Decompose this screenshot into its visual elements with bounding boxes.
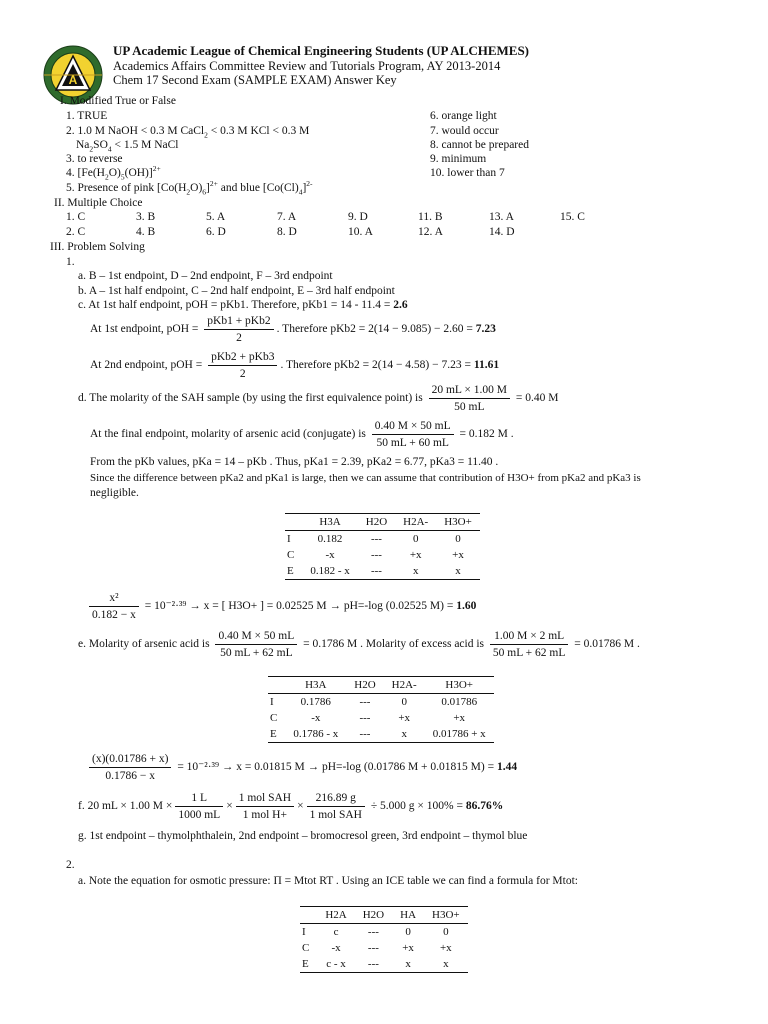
answer-3: 3. to reverse: [66, 153, 123, 165]
part-d-line2: At the final endpoint, molarity of arsenic acid (conjugate) is $\frac{0.40 M \times 50 mL}{50 mL + 60 mL}$ = 0.182 M .: [90, 420, 514, 449]
section-2-title: II. Multiple Choice: [54, 197, 143, 209]
exam-title: Chem 17 Second Exam (SAMPLE EXAM) Answer Key: [113, 73, 397, 87]
problem-2-part-a: a. Note the equation for osmotic pressure: Π = Mtot RT . Using an ICE table we can find a formula for Mtot:: [78, 875, 578, 887]
part-g: g. 1st endpoint – thymolphthalein, 2nd endpoint – bromocresol green, 3rd endpoint – thymol blue: [78, 830, 528, 842]
answer-8: 8. cannot be prepared: [430, 139, 529, 151]
table-row: C -x --- +x +x: [302, 942, 452, 954]
answer-2-cont: $Na_2SO_4 < 1.5$ M NaCl: [76, 139, 179, 154]
answer-5: 5. Presence of pink $[Co(H_2O)_6]^{2+}$ and blue $[Co(Cl)_4]^{2-}$: [66, 179, 313, 197]
part-f: f. 20 mL × 1.00 M × $\frac{1 L}{1000 mL}$ × $\frac{\text{1 mol SAH}}{\text{1 mol H+}}$ × $\frac{216.89 g}{\text{1 mol SAH}}$ ÷ 5.000 g × 100% = 86.76%: [78, 792, 504, 821]
part-d-line5: negligible.: [90, 487, 139, 499]
part-d-line3: From the pKb values, pKa = 14 – pKb . Thus, pKa1 = 2.39, pKa2 = 6.77, pKa3 = 11.40 .: [90, 456, 499, 468]
document-header: [113, 44, 529, 88]
table-row: E 0.1786 - x --- x 0.01786 + x: [268, 726, 494, 743]
part-a: a. B – 1st endpoint, D – 2nd endpoint, F – 3rd endpoint: [78, 270, 333, 282]
part-c-line2: At 1st endpoint, pOH = $\frac{\text{pKb1 + pKb2}}{2}$ . Therefore pKb2 = 2(14 − 9.085) − 2.60 = 7.23: [90, 315, 496, 344]
answer-1: 1. TRUE: [66, 110, 108, 122]
part-b: b. A – 1st half endpoint, C – 2nd half endpoint, E – 3rd half endpoint: [78, 285, 395, 297]
equation-2: $\frac{(x)(0.01786 + x)}{0.1786 - x}$ = 10⁻²·³⁹ → x = 0.01815 M → pH=-log (0.01786 M + 0.01815 M) = 1.44: [86, 753, 517, 782]
table-row: E c - x --- x x: [300, 956, 468, 973]
ice-table-3: H2A H2O HA H3O+ I c --- 0 0 C -x --- +x +x E c - x --- x x: [300, 906, 468, 973]
table-row: I 0.182 --- 0 0: [287, 533, 461, 545]
answer-10: 10. lower than 7: [430, 167, 505, 179]
org-name: UP Academic League of Chemical Engineering Students (UP ALCHEMES): [113, 43, 529, 58]
svg-text:A: A: [68, 73, 78, 87]
answer-6: 6. orange light: [430, 110, 497, 122]
table-row: I 0.1786 --- 0 0.01786: [270, 696, 478, 708]
ice-table-1: H3A H2O H2A- H3O+ I 0.182 --- 0 0 C -x --- +x +x E 0.182 - x --- x x: [285, 513, 480, 580]
table-row: C -x --- +x +x: [270, 712, 466, 724]
section-3-title: III. Problem Solving: [50, 241, 145, 253]
part-d-line4: Since the difference between pKa2 and pKa1 is large, then we can assume that contribution of H3O+ from pKa2 and pKa3 is: [90, 472, 641, 484]
part-c-line3: At 2nd endpoint, pOH = $\frac{\text{pKb2 + pKb3}}{2}$ . Therefore pKb2 = 2(14 − 4.58) − 7.23 = 11.61: [90, 351, 500, 380]
answer-4: 4. $[Fe(H_2O)_5(OH)]^{2+}$: [66, 164, 161, 182]
problem-2-number: 2.: [66, 859, 75, 871]
table-row: E 0.182 - x --- x x: [285, 563, 480, 580]
table-row: I c --- 0 0: [302, 926, 449, 938]
part-c-line1: c. At 1st half endpoint, pOH = pKb1. Therefore, pKb1 = 14 - 11.4 = 2.6: [78, 299, 408, 311]
ice-table-2: H3A H2O H2A- H3O+ I 0.1786 --- 0 0.01786 C -x --- +x +x E 0.1786 - x --- x 0.01786 + x: [268, 676, 494, 743]
equation-1: $\frac{\text{x²}}{0.182 - x}$ = 10⁻²·³⁹ → x = [ H3O+ ] = 0.02525 M → pH=-log (0.02525 M) = 1.60: [86, 592, 476, 621]
answer-7: 7. would occur: [430, 125, 499, 137]
part-e-line1: e. Molarity of arsenic acid is $\frac{0.40 M \times 50 mL}{50 mL + 62 mL}$ = 0.1786 M . Molarity of excess acid is $\frac{1.00 M \times 2 mL}{50 mL + 62 mL}$ = 0.01786 M .: [78, 630, 640, 659]
part-d-line1: d. The molarity of the SAH sample (by using the first equivalence point) is $\frac{20 mL \times 1.00 M}{50 mL}$ = 0.40 M: [78, 384, 559, 413]
program-line: Academics Affairs Committee Review and Tutorials Program, AY 2013-2014: [113, 58, 501, 73]
section-1-title: I. Modified True or False: [60, 95, 176, 107]
answer-key-page: A UP Academic League of Chemical Engineering Students (UP ALCHEMES) Academics Affairs Committee Review and Tutorials Program, AY 2013-2014 Chem 17 Second Exam (SAMPLE EXAM) Answer Key I. Modified True or False 1. TRUE 2. 1.0 M NaOH < 0.3 M CaCl$_2$ < 0.3 M KCl < 0.3 M $Na_2SO_4 < 1.5$ M NaCl 3. to reverse 4. $[Fe(H_2O)_5(OH)]^{2+}$ 5. Presence of pink $[Co(H_2O)_6]^{2+}$ and blue $[Co(Cl)_4]^{2-}$ 6. orange light 7. would occur 8. cannot be prepared 9. minimum 10. lower than 7 II. Multiple Choice 1. C 3. B 5. A 7. A 9. D 11. B 13. A 15. C 2. C 4. B 6. D 8. D 10. A 12. A 14. D III. Problem Solving 1. a. B – 1st endpoint, D – 2nd endpoint, F – 3rd endpoint b. A – 1st half endpoint, C – 2nd half endpoint, E – 3rd half endpoint c. At 1st half endpoint, pOH = pKb1. Therefore, pKb1 = 14 - 11.4 = 2.6 At 1st endpoint, pOH = $\frac{\text{pKb1 + pKb2}}{2}$ . Therefore pKb2 = 2(14 − 9.085) − 2.60 = 7.23 At 2nd endpoint, pOH = $\frac{\text{pKb2 + pKb3}}{2}$ . Therefore pKb2 = 2(14 − 4.58) − 7.23 = 11.61 d. The molarity of the SAH sample (by using the first equivalence point) is $\frac{20 mL \times 1.00 M}{50 mL}$ = 0.40 M At the final endpoint, molarity of arsenic acid (conjugate) is $\frac{0.40 M \times 50 mL}{50 mL + 60 mL}$ = 0.182 M . From the pKb values, pKa = 14 – pKb . Thus, pKa1 = 2.39, pKa2 = 6.77, pKa3 = 11.40 . Since the difference between pKa2 and pKa1 is large, then we can assume that contribution of H3O+ from pKa2 and pKa3 is negligible. H3A H2O H2A- H3O+ I 0.182 --- 0 0 C -x --- +x +x E 0.182 - x --- x x $\frac{\text{x²}}{0.182 - x}$ = 10⁻²·³⁹ → x = [ H3O+ ] = 0.02525 M → pH=-log (0.02525 M) = 1.60 e. Molarity of arsenic acid is $\frac{0.40 M \times 50 mL}{50 mL + 62 mL}$ = 0.1786 M . Molarity of excess acid is $\frac{1.00 M \times 2 mL}{50 mL + 62 mL}$ = 0.01786 M . H3A H2O H2A- H3O+ I 0.1786 --- 0 0.01786 C -x --- +x +x E 0.1786 - x --- x 0.01786 + x $\frac{(x)(0.01786 + x)}{0.1786 - x}$ = 10⁻²·³⁹ → x = 0.01815 M → pH=-log (0.01786 M + 0.01815 M) = 1.44 f. 20 mL × 1.00 M × $\frac{1 L}{1000 mL}$ × $\frac{\text{1 mol SAH}}{\text{1 mol H+}}$ × $\frac{216.89 g}{\text{1 mol SAH}}$ ÷ 5.000 g × 100% = 86.76% g. 1st endpoint – thymolphthalein, 2nd endpoint – bromocresol green, 3rd endpoint – thymol blue 2. a. Note the equation for osmotic pressure: Π = Mtot RT . Using an ICE table we can find a formula for Mtot: H2A H2O HA H3O+ I c --- 0 0 C -x --- +x +x E c - x --- x x: [0, 0, 768, 1024]
answer-2: 2. 1.0 M NaOH < 0.3 M CaCl$_2$ < 0.3 M KCl < 0.3 M: [66, 125, 310, 140]
answer-9: 9. minimum: [430, 153, 487, 165]
problem-1-number: 1.: [66, 256, 75, 268]
table-row: C -x --- +x +x: [287, 549, 464, 561]
